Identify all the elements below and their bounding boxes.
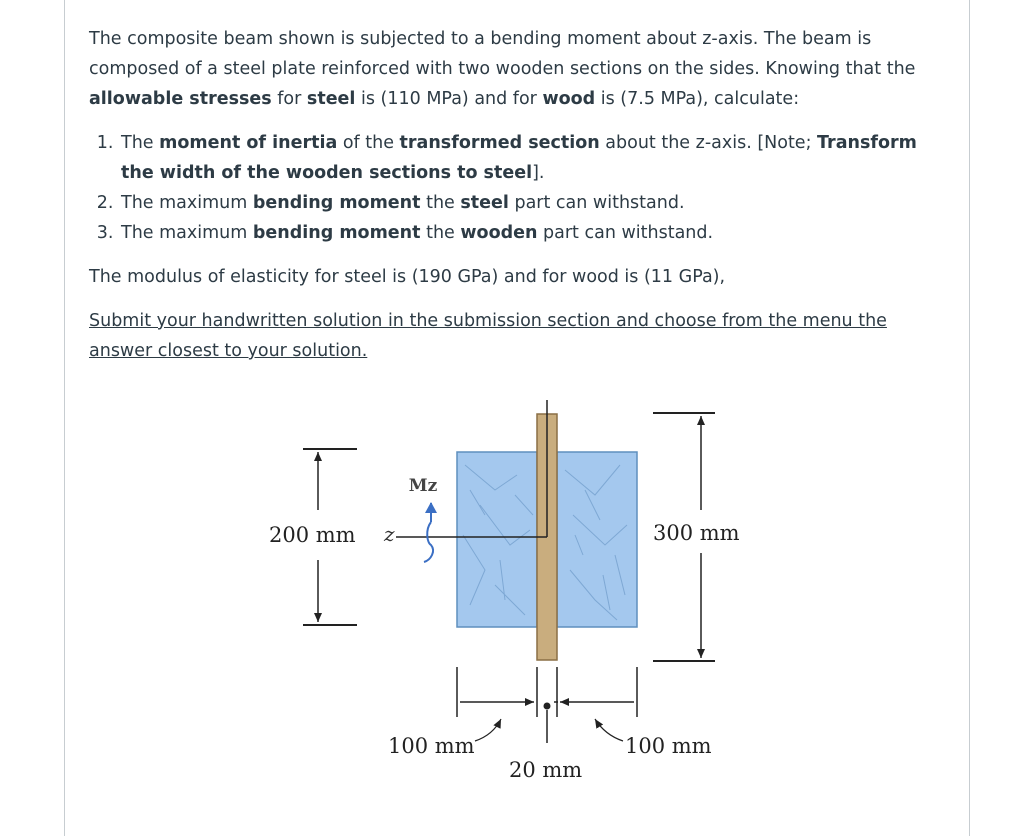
beam-figure xyxy=(255,395,755,795)
dimension-100mm-right-label: 100 mm xyxy=(625,734,712,758)
question-item-3 xyxy=(119,218,951,248)
beam-cross-section-diagram xyxy=(255,395,755,795)
q1-bold-1: moment of inertia xyxy=(159,133,338,153)
right-wood-section xyxy=(557,452,637,627)
submission-instruction: Submit your handwritten solution in the submission section and choose from the menu the answer closest to your solution. xyxy=(89,311,887,361)
intro-bold-steel: steel xyxy=(306,89,356,109)
moment-label: Mz xyxy=(408,476,438,496)
dimension-20mm-label: 20 mm xyxy=(509,758,583,782)
dimension-200mm-label: 200 mm xyxy=(269,523,356,547)
bottom-width-dimensions xyxy=(457,667,637,743)
problem-content xyxy=(89,24,951,366)
modulus-statement: The modulus of elasticity for steel is (190 GPa) and for wood is (11 GPa), xyxy=(89,267,726,287)
q2-bold-1: bending moment xyxy=(252,193,421,213)
dimension-300mm-label: 300 mm xyxy=(653,521,740,545)
q2-text-3: part can withstand. xyxy=(508,193,685,213)
q3-text-2: the xyxy=(420,223,461,243)
z-axis-label: z xyxy=(384,522,395,546)
intro-text-1: The composite beam shown is subjected to a bending moment about z-axis. The beam is composed of a steel plate reinforced with two wooden sections on the sides. Knowing that the xyxy=(89,29,916,79)
problem-intro xyxy=(89,24,951,114)
intro-text-2: for xyxy=(271,89,307,109)
q3-text-1: The maximum xyxy=(121,223,253,243)
q1-bold-3: Transform the width of the wooden sections to steel xyxy=(121,133,917,183)
q2-text-2: the xyxy=(420,193,461,213)
q2-text-1: The maximum xyxy=(121,193,253,213)
q1-bold-2: transformed section xyxy=(399,133,600,153)
q1-text-1: The xyxy=(121,133,160,153)
q1-text-4: ]. xyxy=(532,163,545,183)
moment-curve xyxy=(424,522,433,562)
q1-text-2: of the xyxy=(337,133,400,153)
question-item-2 xyxy=(119,188,951,218)
q1-text-3: about the z-axis. [Note; xyxy=(599,133,818,153)
question-list xyxy=(89,128,951,248)
q3-bold-2: wooden xyxy=(460,223,538,243)
q2-bold-2: steel xyxy=(460,193,509,213)
intro-text-4: is (7.5 MPa), calculate: xyxy=(595,89,800,109)
left-wood-section xyxy=(457,452,537,627)
intro-text-3: is (110 MPa) and for xyxy=(355,89,543,109)
intro-bold-wood: wood xyxy=(542,89,596,109)
question-item-1 xyxy=(119,128,951,188)
q3-bold-1: bending moment xyxy=(252,223,421,243)
dimension-100mm-left-label: 100 mm xyxy=(388,734,475,758)
intro-bold-allowable-stresses: allowable stresses xyxy=(89,89,272,109)
q3-text-3: part can withstand. xyxy=(537,223,714,243)
